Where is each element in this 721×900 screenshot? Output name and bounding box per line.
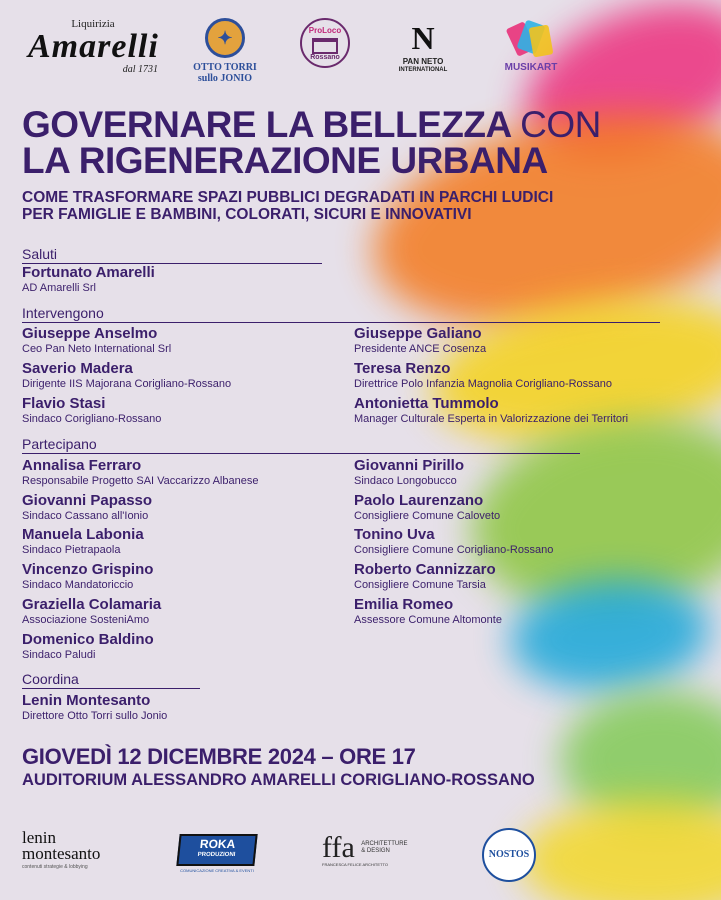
roka-produzioni-logo	[178, 834, 256, 873]
person-role: Sindaco Cassano all'Ionio	[22, 510, 149, 522]
person-name: Giuseppe Galiano	[354, 325, 482, 342]
ffa-mark: ffa	[322, 831, 355, 864]
divider	[22, 453, 580, 454]
divider	[22, 322, 660, 323]
person-role: Presidente ANCE Cosenza	[354, 343, 487, 355]
ffa-architetture-logo	[322, 831, 432, 867]
person-emilia-romeo	[354, 596, 502, 627]
subtitle-line2: PER FAMIGLIE E BAMBINI, COLORATI, SICURI E INNOVATIVI	[22, 206, 472, 223]
section-label-saluti: Saluti	[22, 246, 58, 262]
person-role: Ceo Pan Neto International Srl	[22, 343, 172, 355]
ffa-line2: & DESIGN	[361, 848, 390, 854]
nostos-logo	[482, 828, 538, 882]
person-name: Tonino Uva	[354, 526, 435, 543]
building-icon	[312, 38, 338, 54]
person-saverio-madera	[22, 360, 231, 391]
person-role: Sindaco Pietrapaola	[22, 544, 121, 556]
roka-logo-tag: COMUNICAZIONE CREATIVA & EVENTI	[180, 868, 254, 873]
person-name: Annalisa Ferraro	[22, 457, 142, 474]
person-role: Associazione SosteniAmo	[22, 614, 150, 626]
event-venue: AUDITORIUM ALESSANDRO AMARELLI CORIGLIANO-ROSSANO	[22, 771, 535, 789]
person-role: Sindaco Longobucco	[354, 475, 457, 487]
lenin-montesanto-logo	[22, 830, 122, 870]
amarelli-wordmark: Amarelli	[28, 28, 159, 65]
proloco-logo	[300, 18, 354, 68]
lenin-logo-tag: contenuti strategie & lobbying	[22, 864, 88, 870]
person-role: Consigliere Comune Corigliano-Rossano	[354, 544, 554, 556]
person-name: Lenin Montesanto	[22, 692, 151, 709]
person-annalisa-ferraro	[22, 457, 258, 488]
title-line1-thin: CON	[520, 104, 601, 145]
person-lenin-montesanto	[22, 692, 167, 723]
otto-torri-line2: sullo JONIO	[197, 73, 253, 84]
musikart-label: MUSIKART	[504, 62, 558, 73]
person-name: Graziella Colamaria	[22, 596, 162, 613]
person-role: Assessore Comune Altomonte	[354, 614, 502, 626]
roka-logo-line2: PRODUZIONI	[197, 852, 236, 858]
ffa-line1: ARCHITETTURE	[361, 841, 408, 847]
person-name: Giuseppe Anselmo	[22, 325, 158, 342]
person-role: Consigliere Comune Tarsia	[354, 579, 486, 591]
section-label-coordina: Coordina	[22, 671, 79, 687]
person-fortunato-amarelli	[22, 264, 155, 295]
person-role: Consigliere Comune Caloveto	[354, 510, 501, 522]
person-name: Roberto Cannizzaro	[354, 561, 496, 578]
musikart-logo	[496, 20, 566, 73]
person-antonietta-tummolo	[354, 395, 628, 426]
lenin-logo-line2: montesanto	[22, 844, 101, 863]
person-name: Domenico Baldino	[22, 631, 154, 648]
person-name: Giovanni Papasso	[22, 492, 153, 509]
person-name: Manuela Labonia	[22, 526, 144, 543]
person-tonino-uva	[354, 526, 553, 557]
person-flavio-stasi	[22, 395, 161, 426]
person-teresa-renzo	[354, 360, 612, 391]
title-line1: GOVERNARE LA BELLEZZA	[22, 104, 511, 145]
person-giovanni-papasso	[22, 492, 152, 523]
person-vincenzo-grispino	[22, 561, 153, 592]
person-giuseppe-anselmo	[22, 325, 171, 356]
amarelli-logo	[28, 18, 158, 75]
person-name: Emilia Romeo	[354, 596, 454, 613]
event-date: GIOVEDÌ 12 DICEMBRE 2024 – ORE 17	[22, 744, 416, 769]
page-title	[22, 104, 662, 181]
person-giovanni-pirillo	[354, 457, 464, 488]
person-name: Giovanni Pirillo	[354, 457, 465, 474]
otto-torri-logo	[185, 18, 265, 84]
divider	[22, 688, 200, 689]
pan-neto-mark-icon: N	[411, 20, 435, 56]
person-paolo-laurenzano	[354, 492, 500, 523]
person-name: Flavio Stasi	[22, 395, 106, 412]
person-name: Vincenzo Grispino	[22, 561, 154, 578]
pan-neto-logo	[398, 22, 448, 73]
nostos-label: NOSTOS	[482, 828, 536, 882]
person-roberto-cannizzaro	[354, 561, 496, 592]
person-role: Direttore Otto Torri sullo Jonio	[22, 710, 168, 722]
person-role: Sindaco Mandatoriccio	[22, 579, 134, 591]
person-name: Antonietta Tummolo	[354, 395, 499, 412]
amarelli-date: dal 1731	[122, 64, 158, 75]
proloco-sub: Rossano	[310, 54, 340, 61]
musikart-mark-icon	[509, 20, 553, 60]
person-giuseppe-galiano	[354, 325, 486, 356]
amarelli-small-label: Liquirizia	[71, 18, 115, 30]
person-role: Manager Culturale Esperta in Valorizzazione dei Territori	[354, 413, 629, 425]
otto-torri-line1: OTTO TORRI	[193, 62, 257, 73]
section-label-intervengono: Intervengono	[22, 305, 104, 321]
subtitle	[22, 189, 662, 223]
person-name: Saverio Madera	[22, 360, 133, 377]
roka-logo-line1: ROKA	[199, 837, 237, 851]
person-role: AD Amarelli Srl	[22, 282, 96, 294]
subtitle-line1: COME TRASFORMARE SPAZI PUBBLICI DEGRADATI IN PARCHI LUDICI	[22, 189, 554, 206]
otto-torri-emblem-icon: ✦	[205, 18, 245, 58]
section-label-partecipano: Partecipano	[22, 436, 97, 452]
person-manuela-labonia	[22, 526, 144, 557]
person-role: Direttrice Polo Infanzia Magnolia Corigliano-Rossano	[354, 378, 613, 390]
proloco-label: ProLoco	[308, 26, 342, 35]
person-name: Fortunato Amarelli	[22, 264, 155, 281]
person-name: Teresa Renzo	[354, 360, 451, 377]
pan-neto-line1: PAN NETO	[402, 57, 444, 66]
person-role: Sindaco Paludi	[22, 649, 96, 661]
pan-neto-line2: INTERNATIONAL	[398, 66, 448, 73]
person-graziella-colamaria	[22, 596, 161, 627]
person-name: Paolo Laurenzano	[354, 492, 484, 509]
person-domenico-baldino	[22, 631, 154, 662]
person-role: Responsabile Progetto SAI Vaccarizzo Albanese	[22, 475, 259, 487]
title-line2: LA RIGENERAZIONE URBANA	[22, 140, 548, 181]
person-role: Sindaco Corigliano-Rossano	[22, 413, 162, 425]
lenin-logo-line1: lenin	[22, 828, 56, 847]
person-role: Dirigente IIS Majorana Corigliano-Rossano	[22, 378, 232, 390]
ffa-sub: FRANCESCA FELICE ARCHITETTO	[322, 862, 388, 867]
